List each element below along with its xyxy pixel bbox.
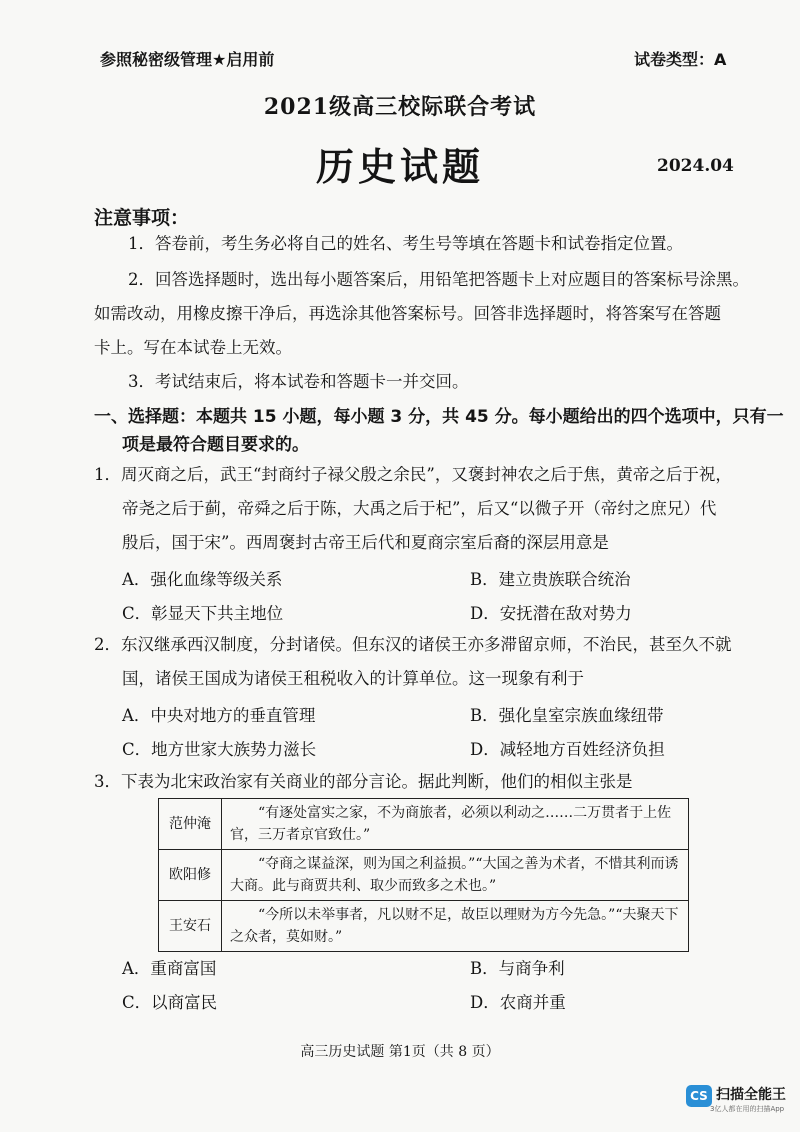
- quote-table: [158, 798, 689, 952]
- watermark-subtitle: 3亿人都在用的扫描App: [710, 1105, 785, 1113]
- table-row: [159, 901, 689, 952]
- table-row: [159, 850, 689, 901]
- camscanner-logo-icon: CS: [686, 1085, 712, 1107]
- notice-line: 卡上。写在本试卷上无效。: [94, 338, 292, 357]
- table-row: [159, 799, 689, 850]
- question-1-stem: 帝尧之后于蓟，帝舜之后于陈，大禹之后于杞”，后又“以微子开（帝纣之庶兄）代: [122, 499, 717, 518]
- question-2-option-c: C．地方世家大族势力滋长: [122, 740, 317, 759]
- question-2-option-b: B．强化皇室宗族血缘纽带: [470, 706, 664, 725]
- exam-name: 2021级高三校际联合考试: [263, 94, 537, 120]
- question-1-stem: 殷后，国于宋”。西周褒封古帝王后代和夏商宗室后裔的深层用意是: [122, 533, 609, 552]
- exam-date: 2024.04: [657, 156, 734, 176]
- table-cell-quote: “今所以未举事者，凡以财不足，故臣以理财为方今先急。”“夫聚天下之众者，莫如财。”: [222, 901, 689, 952]
- table-cell-quote: “有逐处富实之家，不为商旅者，必须以利动之……二万贯者于上佐官，三万者京官致仕。”: [222, 799, 689, 850]
- question-1-option-c: C．彰显天下共主地位: [122, 604, 284, 623]
- section-heading-cont: 项是最符合题目要求的。: [122, 435, 309, 455]
- question-3-option-b: B．与商争利: [470, 959, 565, 978]
- page-title: 历史试题: [315, 144, 484, 189]
- notice-line: 如需改动，用橡皮擦干净后，再选涂其他答案标号。回答非选择题时，将答案写在答题: [94, 304, 721, 323]
- question-3-stem: 3．下表为北宋政治家有关商业的部分言论。据此判断，他们的相似主张是: [94, 772, 633, 791]
- question-1-option-a: A．强化血缘等级关系: [122, 570, 283, 589]
- question-2-option-d: D．减轻地方百姓经济负担: [470, 740, 665, 759]
- question-3-option-c: C．以商富民: [122, 993, 218, 1012]
- question-3-option-a: A．重商富国: [122, 959, 217, 978]
- watermark-name: 扫描全能王: [716, 1087, 786, 1103]
- paper-type-label: 试卷类型：A: [634, 50, 727, 69]
- table-cell-quote: “夺商之谋益深，则为国之利益损。”“大国之善为术者，不惜其利而诱大商。此与商贾共利、取少而致多之术也。”: [222, 850, 689, 901]
- question-2-stem: 2．东汉继承西汉制度，分封诸侯。但东汉的诸侯王亦多滞留京师，不治民，甚至久不就: [94, 635, 732, 654]
- notice-title: 注意事项：: [94, 207, 190, 229]
- notice-line: 1．答卷前，考生务必将自己的姓名、考生号等填在答题卡和试卷指定位置。: [128, 234, 683, 253]
- question-1-option-d: D．安抚潜在敌对势力: [470, 604, 632, 623]
- question-2-stem: 国，诸侯王国成为诸侯王租税收入的计算单位。这一现象有利于: [122, 669, 584, 688]
- page-footer: 高三历史试题 第1页（共 8 页）: [300, 1044, 500, 1060]
- section-heading: 一、选择题：本题共 15 小题，每小题 3 分，共 45 分。每小题给出的四个选项中，只有一: [94, 407, 784, 427]
- table-cell-name: 欧阳修: [159, 850, 222, 901]
- question-1-stem: 1．周灭商之后，武王“封商纣子禄父殷之余民”，又褒封神农之后于焦，黄帝之后于祝，: [94, 465, 732, 484]
- notice-line: 2．回答选择题时，选出每小题答案后，用铅笔把答题卡上对应题目的答案标号涂黑。: [128, 270, 749, 289]
- notice-line: 3．考试结束后，将本试卷和答题卡一并交回。: [128, 372, 469, 391]
- question-1-option-b: B．建立贵族联合统治: [470, 570, 631, 589]
- table-cell-name: 范仲淹: [159, 799, 222, 850]
- table-cell-name: 王安石: [159, 901, 222, 952]
- question-3-option-d: D．农商并重: [470, 993, 566, 1012]
- question-2-option-a: A．中央对地方的垂直管理: [122, 706, 316, 725]
- confidential-label: 参照秘密级管理★启用前: [100, 50, 275, 69]
